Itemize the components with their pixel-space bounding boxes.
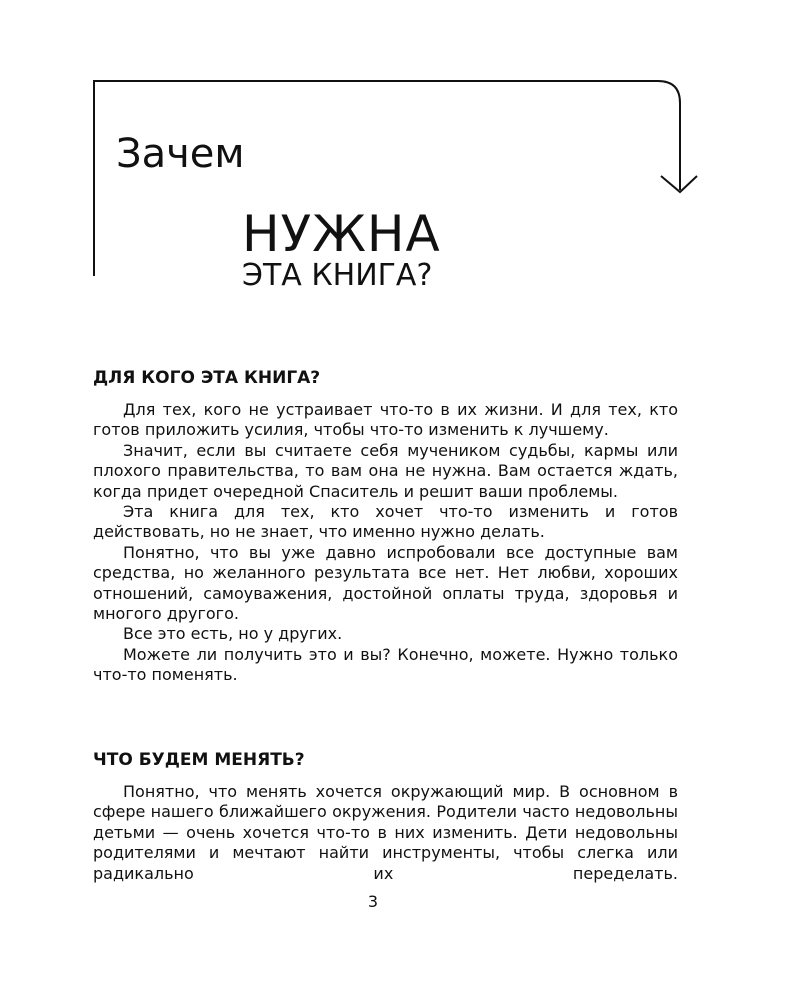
paragraph: Можете ли получить это и вы? Конечно, можете. Нужно только что-то поменять.: [93, 644, 678, 685]
paragraph: Для тех, кого не устраивает что-то в их жизни. И для тех, кто готов приложить усилия, чтобы что-то изменить к лучшему.: [93, 400, 678, 440]
paragraph: Понятно, что менять хочется окружающий мир. В основном в сфере нашего ближайшего окружения. Родители часто недовольны детьми — очень хочется что-то в них изменить. Дети недовольны родителями и мечтают найти инструменты, чтобы слегка или радикально их переделать.: [93, 782, 678, 883]
section-heading-who: ДЛЯ КОГО ЭТА КНИГА?: [93, 368, 321, 388]
paragraph: Понятно, что вы уже давно испробовали все доступные вам средства, но желанного результата все нет. Нет любви, хороших отношений, самоуважения, достойной оплаты труда, здоровья и многого другого.: [93, 542, 678, 624]
section-heading-what: ЧТО БУДЕМ МЕНЯТЬ?: [93, 750, 305, 770]
title-line-2: НУЖНА: [242, 205, 441, 263]
paragraph: Значит, если вы считаете себя мучеником судьбы, кармы или плохого правительства, то вам она не нужна. Вам остается ждать, когда придет очередной Спаситель и решит ваши проблемы.: [93, 440, 678, 501]
section-body-who: [93, 400, 678, 686]
title-line-3: ЭТА КНИГА?: [242, 258, 433, 293]
paragraph: Эта книга для тех, кто хочет что-то изменить и готов действовать, но не знает, что именно нужно делать.: [93, 502, 678, 542]
page-number: 3: [367, 892, 379, 911]
section-body-what: [93, 782, 678, 884]
title-line-1: Зачем: [116, 131, 245, 177]
paragraph: Все это есть, но у других.: [123, 624, 343, 644]
